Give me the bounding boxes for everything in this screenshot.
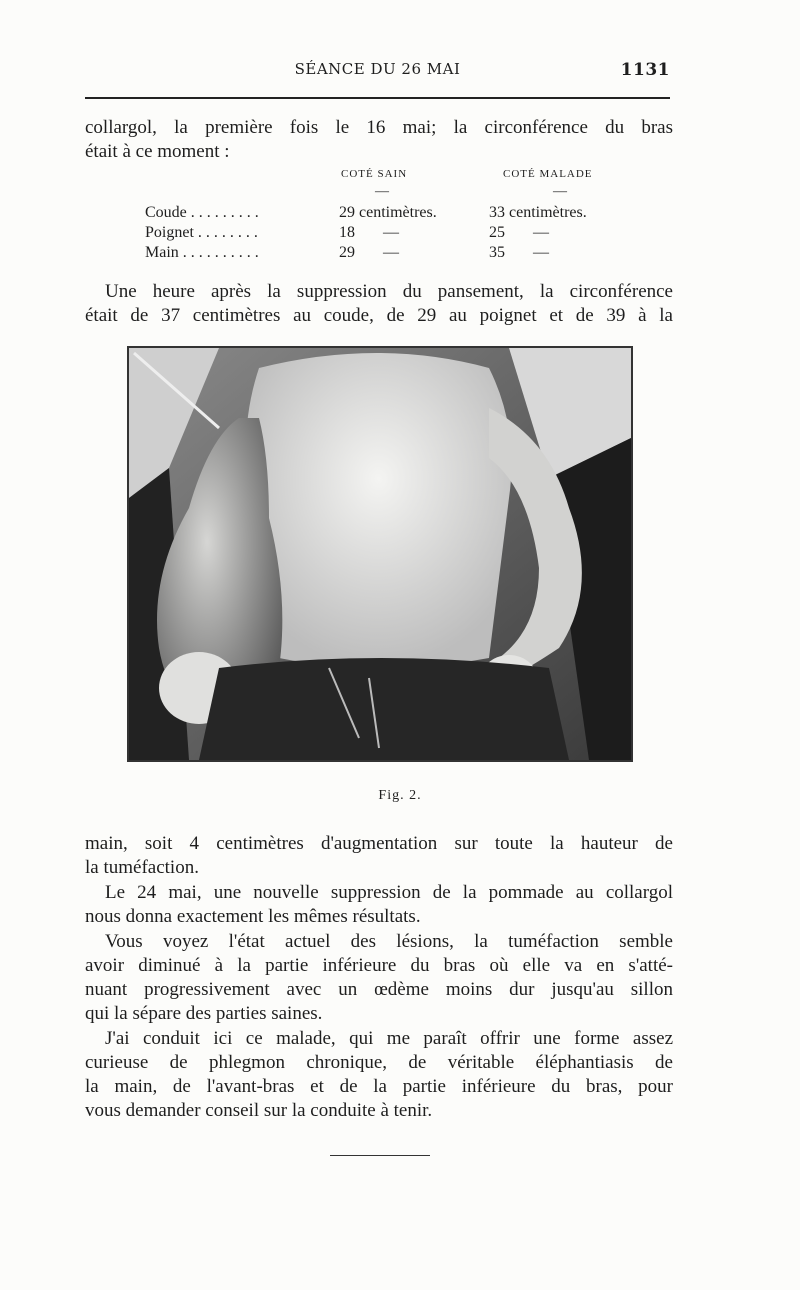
cell-sain: 18 — xyxy=(339,224,399,241)
column-header-malade: COTÉ MALADE xyxy=(503,168,593,180)
text-line: la tuméfaction. xyxy=(85,857,199,878)
column-dash: — xyxy=(553,184,567,199)
paragraph xyxy=(85,881,673,929)
text-line: Vous voyez l'état actuel des lésions, la tuméfaction semble xyxy=(105,931,673,952)
photograph-illustration xyxy=(129,348,631,760)
paragraph xyxy=(85,930,673,1026)
text-line: Une heure après la suppression du pansement, la circonférence xyxy=(105,281,673,302)
figure-caption: Fig. 2. xyxy=(378,788,422,803)
cell-sain: 29 — xyxy=(339,244,399,261)
text-line: était de 37 centimètres au coude, de 29 au poignet et de 39 à la xyxy=(85,305,673,326)
text-line: était à ce moment : xyxy=(85,141,230,162)
row-label: Poignet . . . . . . . . xyxy=(145,224,258,241)
paragraph xyxy=(85,1027,673,1123)
intro-paragraph xyxy=(85,116,673,164)
page-number: 1131 xyxy=(620,60,670,80)
table-row xyxy=(85,244,673,266)
header-rule xyxy=(85,97,670,99)
text-line: nous donna exactement les mêmes résultats. xyxy=(85,906,421,927)
text-line: avoir diminué à la partie inférieure du bras où elle va en s'atté- xyxy=(85,955,673,976)
running-head xyxy=(85,60,670,84)
paragraph xyxy=(85,832,673,880)
cell-malade: 33 centimètres. xyxy=(489,204,587,221)
text-line: main, soit 4 centimètres d'augmentation sur toute la hauteur de xyxy=(85,833,673,854)
text-line: Le 24 mai, une nouvelle suppression de la pommade au collargol xyxy=(105,882,673,903)
cell-malade: 25 — xyxy=(489,224,549,241)
text-line: vous demander conseil sur la conduite à tenir. xyxy=(85,1100,433,1121)
row-label: Main . . . . . . . . . . xyxy=(145,244,259,261)
text-line: curieuse de phlegmon chronique, de véritable éléphantiasis de xyxy=(85,1052,673,1073)
section-end-rule xyxy=(330,1155,430,1156)
text-line: qui la sépare des parties saines. xyxy=(85,1003,323,1024)
text-line: nuant progressivement avec un œdème moins dur jusqu'au sillon xyxy=(85,979,673,1000)
text-line: collargol, la première fois le 16 mai; la circonférence du bras xyxy=(85,117,673,138)
running-head-title: SÉANCE DU 26 MAI xyxy=(294,60,461,78)
row-label: Coude . . . . . . . . . xyxy=(145,204,259,221)
column-dash: — xyxy=(375,184,389,199)
text-line: J'ai conduit ici ce malade, qui me paraît offrir une forme assez xyxy=(105,1028,673,1049)
table-row xyxy=(85,204,673,226)
cell-malade: 35 — xyxy=(489,244,549,261)
table-row xyxy=(85,224,673,246)
measurement-table xyxy=(85,168,673,268)
text-line: la main, de l'avant-bras et de la partie inférieure du bras, pour xyxy=(85,1076,673,1097)
paragraph xyxy=(85,280,673,328)
column-header-sain: COTÉ SAIN xyxy=(341,168,408,180)
photograph-figure xyxy=(127,346,633,762)
cell-sain: 29 centimètres. xyxy=(339,204,437,221)
